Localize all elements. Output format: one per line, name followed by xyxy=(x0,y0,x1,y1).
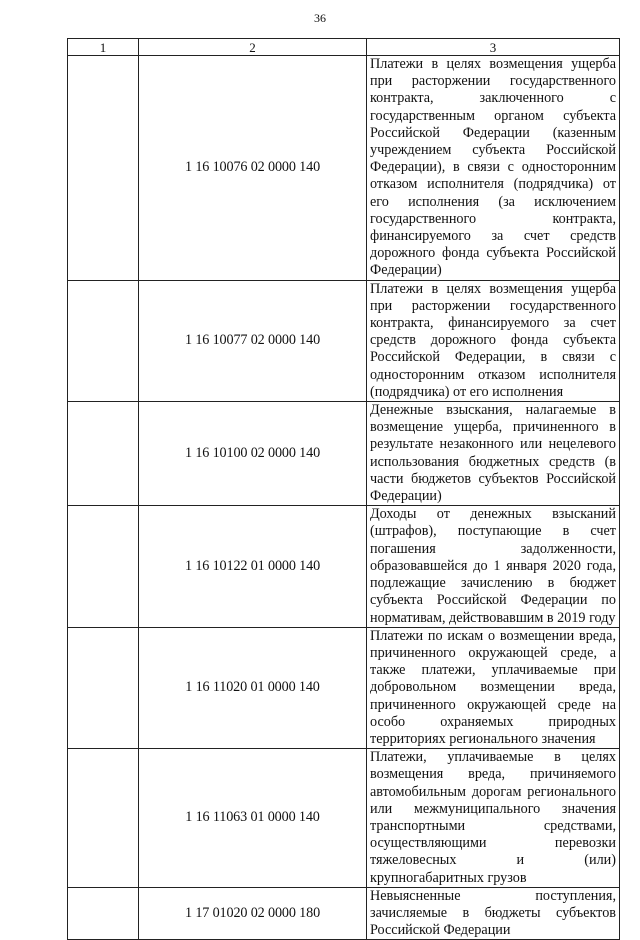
empty-cell xyxy=(68,749,139,888)
revenue-description: Платежи, уплачиваемые в целях возмещения вреда, причиняемого автомобильным дорогам регионального или межмуниципального значения транспортными средствами, осуществляющими перевозки тяжеловесных и (или) крупногабаритных грузов xyxy=(367,749,620,888)
revenue-code: 1 16 11020 01 0000 140 xyxy=(139,627,367,748)
empty-cell xyxy=(68,627,139,748)
table-row xyxy=(68,887,620,940)
empty-cell xyxy=(68,887,139,940)
revenue-code: 1 16 10077 02 0000 140 xyxy=(139,280,367,401)
revenue-description: Платежи по искам о возмещении вреда, причиненного окружающей среде, а также платежи, уплачиваемые при добровольном возмещении вреда, причиненного окружающей среде на особо охраняемых природных территориях регионального значения xyxy=(367,627,620,748)
table-row xyxy=(68,506,620,627)
table-row xyxy=(68,627,620,748)
column-header-3: 3 xyxy=(367,39,620,56)
table-row xyxy=(68,56,620,281)
revenue-code: 1 16 10076 02 0000 140 xyxy=(139,56,367,281)
revenue-codes-table xyxy=(67,38,620,940)
column-header-2: 2 xyxy=(139,39,367,56)
revenue-code: 1 16 10100 02 0000 140 xyxy=(139,402,367,506)
table-row xyxy=(68,749,620,888)
empty-cell xyxy=(68,56,139,281)
revenue-description: Платежи в целях возмещения ущерба при расторжении государственного контракта, финансируемого за счет средств дорожного фонда субъекта Российской Федерации, в связи с односторонним отказом исполнителя (подрядчика) от его исполнения xyxy=(367,280,620,401)
revenue-code: 1 16 11063 01 0000 140 xyxy=(139,749,367,888)
table-row xyxy=(68,402,620,506)
revenue-description: Денежные взыскания, налагаемые в возмещение ущерба, причиненного в результате незаконного или нецелевого использования бюджетных средств (в части бюджетов субъектов Российской Федерации) xyxy=(367,402,620,506)
empty-cell xyxy=(68,280,139,401)
revenue-description: Доходы от денежных взысканий (штрафов), поступающие в счет погашения задолженности, образовавшейся до 1 января 2020 года, подлежащие зачислению в бюджет субъекта Российской Федерации по нормативам, действовавшим в 2019 году xyxy=(367,506,620,627)
revenue-description: Платежи в целях возмещения ущерба при расторжении государственного контракта, заключенного с государственным органом субъекта Российской Федерации (казенным учреждением субъекта Российской Федерации), в связи с односторонним отказом исполнителя (подрядчика) от его исполнения (за исключением государственного контракта, финансируемого за счет средств дорожного фонда субъекта Российской Федерации) xyxy=(367,56,620,281)
table-row xyxy=(68,280,620,401)
revenue-description: Невыясненные поступления, зачисляемые в бюджеты субъектов Российской Федерации xyxy=(367,887,620,940)
empty-cell xyxy=(68,402,139,506)
column-header-1: 1 xyxy=(68,39,139,56)
revenue-code: 1 17 01020 02 0000 180 xyxy=(139,887,367,940)
page-number: 36 xyxy=(314,11,326,25)
table-header-row xyxy=(68,39,620,56)
empty-cell xyxy=(68,506,139,627)
revenue-code: 1 16 10122 01 0000 140 xyxy=(139,506,367,627)
